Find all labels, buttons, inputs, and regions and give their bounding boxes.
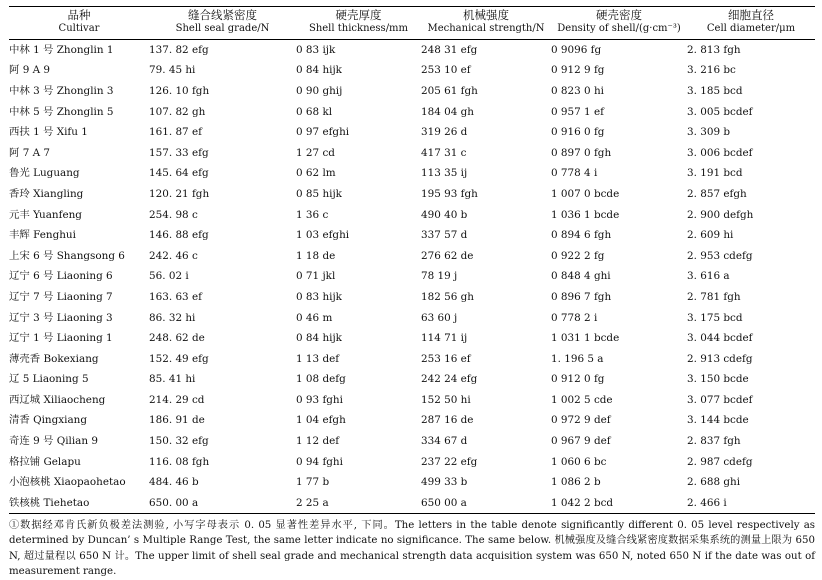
header-cultivar: 品种 Cultivar: [58, 8, 100, 34]
value-cell: 63 60 j: [421, 311, 458, 324]
value-cell: 3. 185 bcd: [687, 84, 743, 97]
table-row: [9, 390, 815, 411]
value-cell: 253 10 ef: [421, 64, 471, 77]
value-cell: 334 67 d: [421, 435, 468, 448]
table-row: [9, 266, 815, 287]
cultivar-cell: 小泡核桃 Xiaopaohetao: [9, 476, 126, 489]
value-cell: 1 042 2 bcd: [551, 496, 614, 509]
value-cell: 337 57 d: [421, 229, 468, 242]
cultivar-cell: 中林 5 号 Zhonglin 5: [9, 105, 114, 118]
value-cell: 0 46 m: [296, 311, 333, 324]
table-footnote: ①数据经邓肯氏新负极差法测验, 小写字母表示 0. 05 显著性差异水平, 下同。The letters in the table denote significantly different 0. 05 level respectively as determined by Duncan’ s Multiple Range Test, the same letter indicate no significance. The same below. 机械强度及缝合线紧密度数据采集系统的测量上限为 650 N, 超过量程以 650 N 计。The upper limit of shell seal grade and mechanical strength data acquisition system was 650 N, noted 650 N if the date was out of measurement range.: [9, 519, 815, 578]
value-cell: 1 002 5 cde: [551, 393, 613, 406]
cultivar-cell: 丰辉 Fenghui: [9, 229, 76, 242]
value-cell: 3. 006 bcdef: [687, 146, 753, 159]
value-cell: 79. 45 hi: [149, 64, 196, 77]
cultivar-cell: 中林 1 号 Zhonglin 1: [9, 44, 114, 57]
cultivar-cell: 香玲 Xiangling: [9, 187, 84, 200]
value-cell: 0 848 4 ghi: [551, 270, 611, 283]
value-cell: 650. 00 a: [149, 496, 199, 509]
value-cell: 152 50 hi: [421, 393, 471, 406]
value-cell: 242 24 efg: [421, 373, 478, 386]
value-cell: 126. 10 fgh: [149, 84, 210, 97]
value-cell: 0 912 0 fg: [551, 373, 605, 386]
cultivar-cell: 上宋 6 号 Shangsong 6: [9, 249, 125, 262]
table-container: [9, 6, 815, 580]
table-row: [9, 60, 815, 81]
table-row: [9, 431, 815, 452]
table-row: [9, 184, 815, 205]
value-cell: 3. 191 bcd: [687, 167, 743, 180]
value-cell: 2. 987 cdefg: [687, 455, 753, 468]
value-cell: 2. 466 i: [687, 496, 727, 509]
value-cell: 186. 91 de: [149, 414, 205, 427]
value-cell: 195 93 fgh: [421, 187, 478, 200]
value-cell: 484. 46 b: [149, 476, 199, 489]
value-cell: 1 77 b: [296, 476, 330, 489]
value-cell: 0 916 0 fg: [551, 126, 605, 139]
value-cell: 145. 64 efg: [149, 167, 209, 180]
value-cell: 2. 609 hi: [687, 229, 734, 242]
value-cell: 113 35 ij: [421, 167, 468, 180]
value-cell: 0 84 hijk: [296, 332, 342, 345]
value-cell: 0 90 ghij: [296, 84, 343, 97]
value-cell: 1 27 cd: [296, 146, 335, 159]
value-cell: 2. 900 defgh: [687, 208, 754, 221]
value-cell: 78 19 j: [421, 270, 458, 283]
value-cell: 214. 29 cd: [149, 393, 205, 406]
value-cell: 157. 33 efg: [149, 146, 209, 159]
table-row: [9, 40, 815, 61]
cultivar-cell: 辽 5 Liaoning 5: [9, 373, 89, 386]
value-cell: 2. 953 cdefg: [687, 249, 753, 262]
value-cell: 0 94 fghi: [296, 455, 343, 468]
table-row: [9, 287, 815, 308]
table-row: [9, 142, 815, 163]
value-cell: 499 33 b: [421, 476, 468, 489]
value-cell: 254. 98 c: [149, 208, 198, 221]
value-cell: 137. 82 efg: [149, 44, 209, 57]
value-cell: 3. 150 bcde: [687, 373, 749, 386]
table-row: [9, 348, 815, 369]
value-cell: 0 922 2 fg: [551, 249, 605, 262]
cultivar-cell: 西扶 1 号 Xifu 1: [9, 126, 88, 139]
cultivar-cell: 中林 3 号 Zhonglin 3: [9, 84, 114, 97]
value-cell: 650 00 a: [421, 496, 467, 509]
value-cell: 3. 309 b: [687, 126, 731, 139]
cultivar-cell: 辽宁 1 号 Liaoning 1: [9, 332, 113, 345]
value-cell: 161. 87 ef: [149, 126, 202, 139]
value-cell: 2. 837 fgh: [687, 435, 741, 448]
table-row: [9, 101, 815, 122]
value-cell: 182 56 gh: [421, 290, 475, 303]
cultivar-cell: 阿 9 A 9: [9, 64, 51, 77]
value-cell: 319 26 d: [421, 126, 468, 139]
value-cell: 1 13 def: [296, 352, 340, 365]
value-cell: 1 007 0 bcde: [551, 187, 620, 200]
value-cell: 1 060 6 bc: [551, 455, 607, 468]
value-cell: 0 83 hijk: [296, 290, 342, 303]
value-cell: 0 9096 fg: [551, 44, 602, 57]
value-cell: 2 25 a: [296, 496, 329, 509]
value-cell: 2. 688 ghi: [687, 476, 741, 489]
value-cell: 1 031 1 bcde: [551, 332, 620, 345]
value-cell: 0 778 4 i: [551, 167, 598, 180]
table-row: [9, 493, 815, 514]
cultivar-cell: 格拉铺 Gelapu: [9, 455, 81, 468]
value-cell: 1 03 efghi: [296, 229, 350, 242]
cultivar-cell: 阿 7 A 7: [9, 146, 51, 159]
table-row: [9, 410, 815, 431]
value-cell: 0 972 9 def: [551, 414, 611, 427]
value-cell: 3. 144 bcde: [687, 414, 749, 427]
header-shell-thickness: 硬壳厚度 Shell thickness/mm: [308, 8, 409, 34]
value-cell: 86. 32 hi: [149, 311, 196, 324]
header-shell-density: 硬壳密度 Density of shell/(g·cm⁻³): [557, 8, 681, 34]
value-cell: 276 62 de: [421, 249, 474, 262]
value-cell: 1 036 1 bcde: [551, 208, 620, 221]
table-row: [9, 472, 815, 493]
value-cell: 3. 616 a: [687, 270, 730, 283]
cultivar-cell: 铁核桃 Tiehetao: [9, 496, 90, 509]
value-cell: 248 31 efg: [421, 44, 478, 57]
value-cell: 0 894 6 fgh: [551, 229, 612, 242]
value-cell: 0 896 7 fgh: [551, 290, 612, 303]
value-cell: 150. 32 efg: [149, 435, 209, 448]
table-row: [9, 328, 815, 349]
table-row: [9, 451, 815, 472]
value-cell: 0 957 1 ef: [551, 105, 604, 118]
value-cell: 490 40 b: [421, 208, 468, 221]
cultivar-cell: 奇连 9 号 Qilian 9: [9, 435, 98, 448]
value-cell: 2. 857 efgh: [687, 187, 747, 200]
table-row: [9, 204, 815, 225]
table-row: [9, 245, 815, 266]
value-cell: 3. 005 bcdef: [687, 105, 753, 118]
value-cell: 56. 02 i: [149, 270, 189, 283]
value-cell: 3. 044 bcdef: [687, 332, 753, 345]
cultivar-cell: 辽宁 7 号 Liaoning 7: [9, 290, 113, 303]
value-cell: 1. 196 5 a: [551, 352, 604, 365]
value-cell: 116. 08 fgh: [149, 455, 210, 468]
table-row: [9, 369, 815, 390]
value-cell: 0 84 hijk: [296, 64, 342, 77]
table-row: [9, 163, 815, 184]
value-cell: 1 36 c: [296, 208, 329, 221]
value-cell: 253 16 ef: [421, 352, 471, 365]
value-cell: 0 85 hijk: [296, 187, 342, 200]
value-cell: 0 83 ijk: [296, 44, 336, 57]
table-row: [9, 307, 815, 328]
value-cell: 2. 813 fgh: [687, 44, 741, 57]
value-cell: 287 16 de: [421, 414, 474, 427]
value-cell: 3. 175 bcd: [687, 311, 743, 324]
value-cell: 0 68 kl: [296, 105, 333, 118]
value-cell: 0 967 9 def: [551, 435, 611, 448]
data-table: [9, 6, 815, 514]
value-cell: 0 97 efghi: [296, 126, 350, 139]
value-cell: 1 04 efgh: [296, 414, 346, 427]
header-mechanical-strength: 机械强度 Mechanical strength/N: [427, 8, 545, 34]
value-cell: 205 61 fgh: [421, 84, 478, 97]
value-cell: 1 18 de: [296, 249, 336, 262]
value-cell: 114 71 ij: [421, 332, 468, 345]
value-cell: 0 912 9 fg: [551, 64, 605, 77]
value-cell: 146. 88 efg: [149, 229, 209, 242]
value-cell: 1 08 defg: [296, 373, 346, 386]
value-cell: 184 04 gh: [421, 105, 475, 118]
value-cell: 0 778 2 i: [551, 311, 598, 324]
header-cell-diameter: 细胞直径 Cell diameter/μm: [706, 8, 796, 34]
value-cell: 237 22 efg: [421, 455, 478, 468]
value-cell: 2. 781 fgh: [687, 290, 741, 303]
header-row: [9, 7, 815, 40]
value-cell: 152. 49 efg: [149, 352, 209, 365]
value-cell: 0 62 lm: [296, 167, 336, 180]
value-cell: 163. 63 ef: [149, 290, 202, 303]
value-cell: 0 71 jkl: [296, 270, 336, 283]
cultivar-cell: 薄壳香 Bokexiang: [9, 352, 99, 365]
value-cell: 0 823 0 hi: [551, 84, 604, 97]
table-row: [9, 81, 815, 102]
value-cell: 242. 46 c: [149, 249, 198, 262]
cultivar-cell: 元丰 Yuanfeng: [9, 208, 82, 221]
table-row: [9, 225, 815, 246]
value-cell: 120. 21 fgh: [149, 187, 210, 200]
cultivar-cell: 辽宁 3 号 Liaoning 3: [9, 311, 113, 324]
cultivar-cell: 鲁光 Luguang: [9, 167, 80, 180]
value-cell: 2. 913 cdefg: [687, 352, 753, 365]
value-cell: 3. 077 bcdef: [687, 393, 753, 406]
header-shell-seal-grade: 缝合线紧密度 Shell seal grade/N: [175, 8, 270, 34]
value-cell: 1 12 def: [296, 435, 340, 448]
cultivar-cell: 辽宁 6 号 Liaoning 6: [9, 270, 113, 283]
cultivar-cell: 西辽城 Xiliaocheng: [9, 393, 106, 406]
cultivar-cell: 清香 Qingxiang: [9, 414, 87, 427]
value-cell: 1 086 2 b: [551, 476, 601, 489]
value-cell: 85. 41 hi: [149, 373, 196, 386]
value-cell: 0 897 0 fgh: [551, 146, 612, 159]
value-cell: 0 93 fghi: [296, 393, 343, 406]
value-cell: 417 31 c: [421, 146, 467, 159]
table-row: [9, 122, 815, 143]
value-cell: 107. 82 gh: [149, 105, 206, 118]
value-cell: 248. 62 de: [149, 332, 205, 345]
value-cell: 3. 216 bc: [687, 64, 736, 77]
